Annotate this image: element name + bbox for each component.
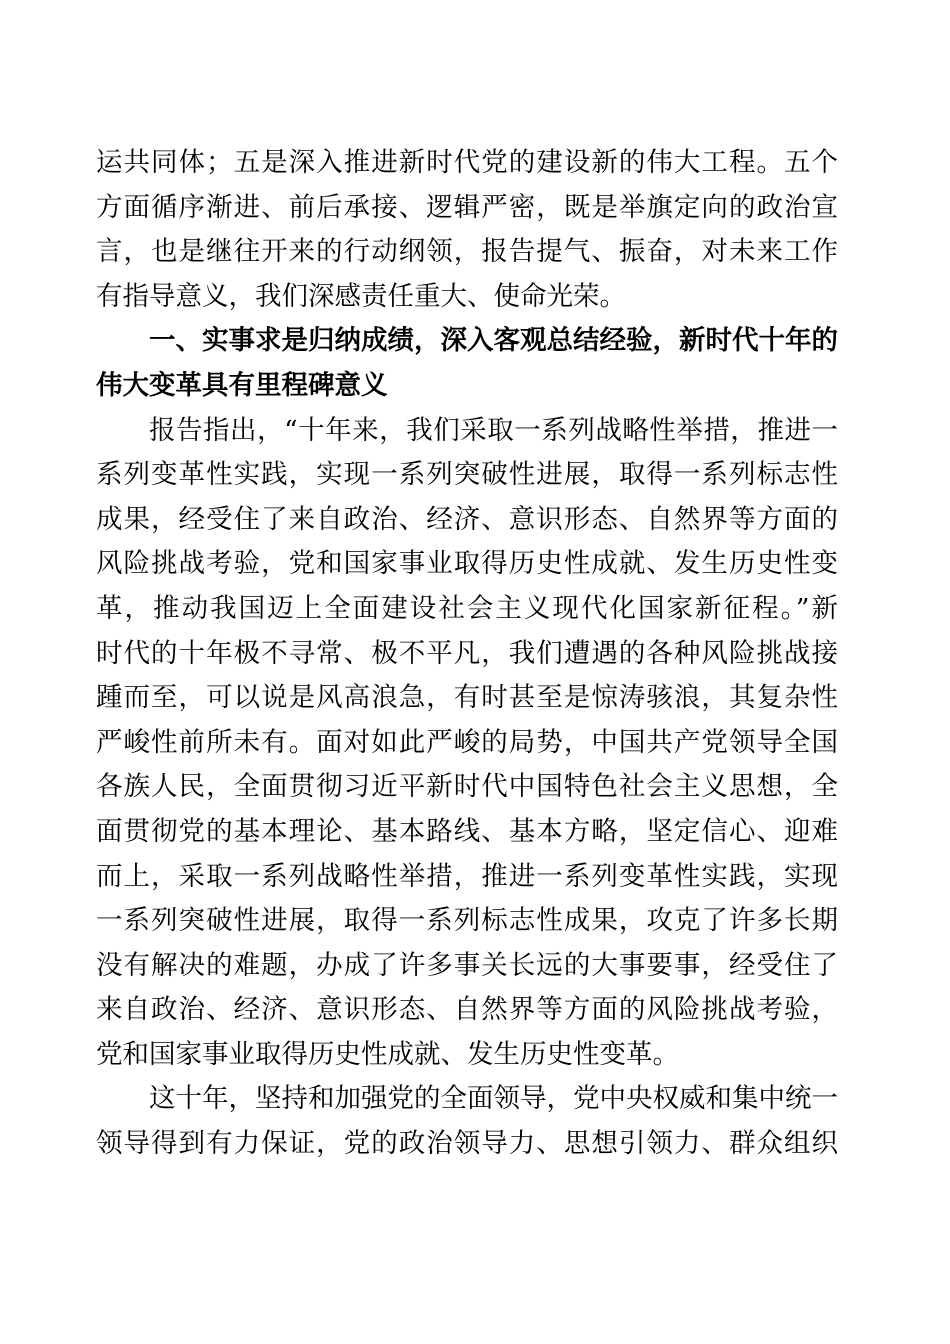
text-line: 而上，采取一系列战略性举措，推进一系列变革性实践，实现 bbox=[96, 860, 838, 892]
paragraph-achievements bbox=[96, 409, 838, 1078]
text-line: 系列变革性实践，实现一系列突破性进展，取得一系列标志性 bbox=[96, 459, 838, 491]
text-line: 没有解决的难题，办成了许多事关长远的大事要事，经受住了 bbox=[96, 949, 838, 981]
text-line: 方面循序渐进、前后承接、逻辑严密，既是举旗定向的政治宣 bbox=[96, 191, 838, 223]
text-line: 时代的十年极不寻常、极不平凡，我们遭遇的各种风险挑战接 bbox=[96, 637, 838, 669]
heading-line: 一、实事求是归纳成绩，深入客观总结经验，新时代十年的 bbox=[149, 325, 838, 357]
text-line: 严峻性前所未有。面对如此严峻的局势，中国共产党领导全国 bbox=[96, 726, 838, 758]
text-line: 报告指出，“十年来，我们采取一系列战略性举措，推进一 bbox=[149, 414, 838, 446]
text-line: 党和国家事业取得历史性成就、发生历史性变革。 bbox=[96, 1038, 679, 1070]
heading-line: 伟大变革具有里程碑意义 bbox=[96, 369, 388, 401]
text-line: 成果，经受住了来自政治、经济、意识形态、自然界等方面的 bbox=[96, 503, 838, 535]
text-line: 各族人民，全面贯彻习近平新时代中国特色社会主义思想，全 bbox=[96, 771, 838, 803]
text-line: 言，也是继往开来的行动纲领，报告提气、振奋，对未来工作 bbox=[96, 236, 838, 268]
text-line: 踵而至，可以说是风高浪急，有时甚至是惊涛骇浪，其复杂性 bbox=[96, 682, 838, 714]
text-line: 有指导意义，我们深感责任重大、使命光荣。 bbox=[96, 280, 626, 312]
section-heading-1 bbox=[96, 319, 838, 408]
text-line: 革，推动我国迈上全面建设社会主义现代化国家新征程。”新 bbox=[96, 592, 838, 624]
text-line: 来自政治、经济、意识形态、自然界等方面的风险挑战考验， bbox=[96, 994, 838, 1026]
paragraph-decade-leadership bbox=[96, 1077, 838, 1166]
text-line: 一系列突破性进展，取得一系列标志性成果，攻克了许多长期 bbox=[96, 905, 838, 937]
text-line: 这十年，坚持和加强党的全面领导，党中央权威和集中统一 bbox=[149, 1083, 838, 1115]
text-line: 领导得到有力保证，党的政治领导力、思想引领力、群众组织 bbox=[96, 1128, 838, 1160]
paragraph-continuation bbox=[96, 141, 838, 319]
document-content bbox=[96, 141, 838, 1167]
text-line: 风险挑战考验，党和国家事业取得历史性成就、发生历史性变 bbox=[96, 548, 838, 580]
text-line: 运共同体；五是深入推进新时代党的建设新的伟大工程。五个 bbox=[96, 147, 838, 178]
text-line: 面贯彻党的基本理论、基本路线、基本方略，坚定信心、迎难 bbox=[96, 815, 838, 847]
